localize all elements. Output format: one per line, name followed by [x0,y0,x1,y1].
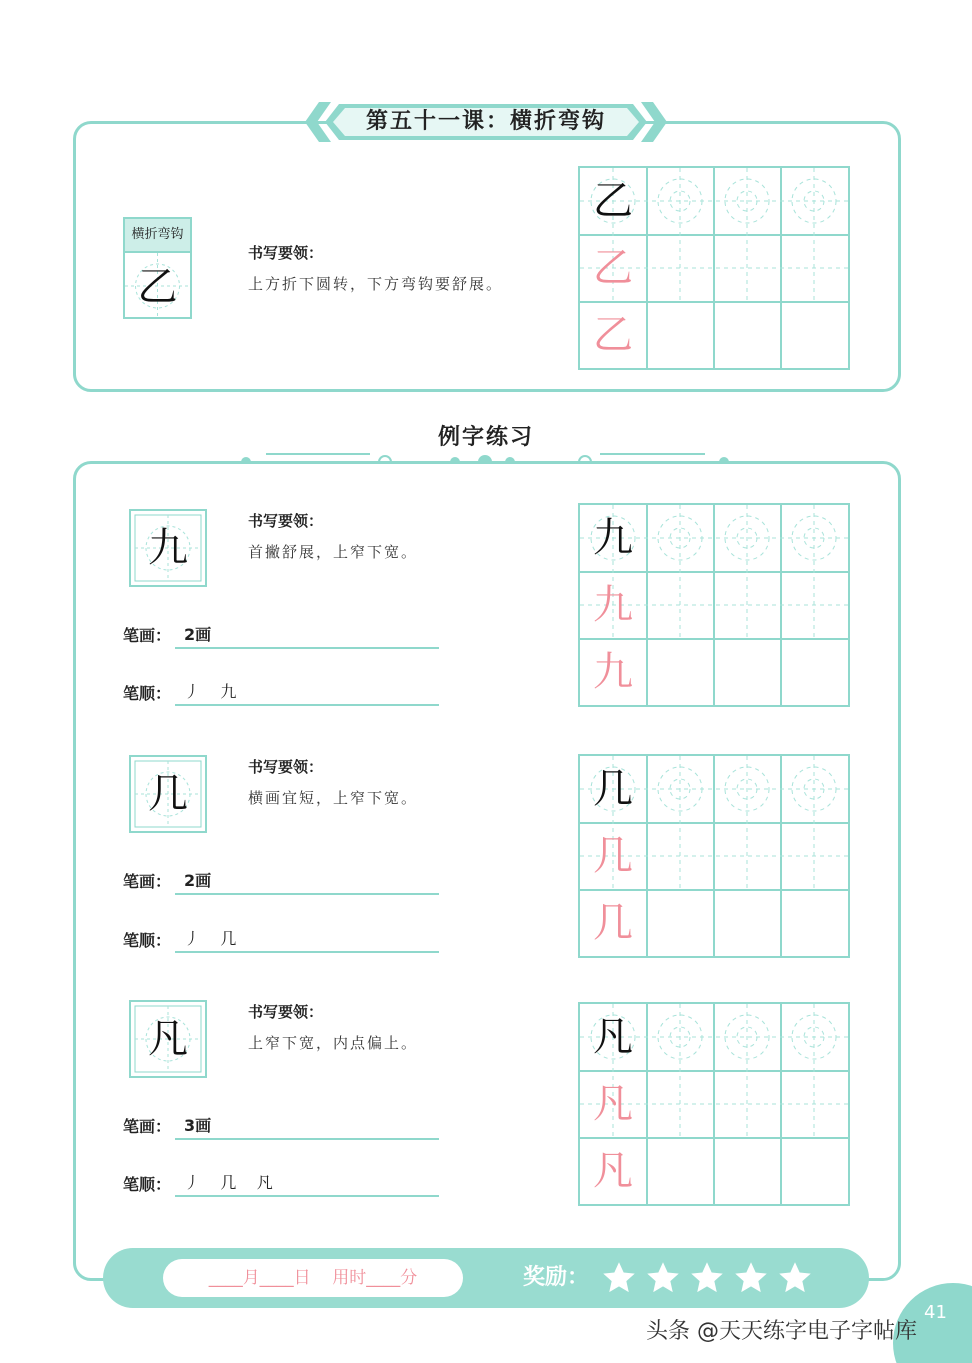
grid-char-trace: 九 [593,649,633,695]
grid-char-trace: 乙 [593,312,633,358]
example-char-box [129,755,207,833]
practice-grid-example [578,503,850,707]
reward-label: 奖励： [523,1265,590,1290]
order-value: 丿 九 [184,682,237,701]
stroke-card [123,217,192,319]
grid-char-trace: 乙 [593,245,633,291]
grid-char-model: 九 [593,515,633,561]
practice-grid-example [578,754,850,958]
tips-title: 书写要领： [248,1003,324,1021]
order-value: 丿 几 [184,929,237,948]
tips-text: 首撇舒展，上窄下宽。 [248,543,419,561]
tips-text: 上方折下圆转，下方弯钩要舒展。 [248,275,504,293]
strokes-value: 3画 [184,1116,212,1135]
watermark: 头条 @天天练字电子字帖库 [646,1319,917,1344]
strokes-underline [175,1138,439,1140]
tips-title: 书写要领： [248,512,324,530]
grid-char-model: 几 [593,766,633,812]
date-time-fields[interactable]: ____月____日 用时____分 [208,1268,418,1288]
example-char-box [129,1000,207,1078]
order-underline [175,704,439,706]
strokes-label: 笔画： [123,626,172,645]
lesson-title-banner [305,102,667,142]
star-icon[interactable] [601,1260,637,1296]
stroke-char: 乙 [137,264,178,310]
grid-char-trace: 几 [593,900,633,946]
order-underline [175,1195,439,1197]
tips-text: 上窄下宽，内点偏上。 [248,1034,419,1052]
strokes-underline [175,893,439,895]
order-value: 丿 几 凡 [184,1173,273,1192]
strokes-value: 2画 [184,625,212,644]
grid-char-trace: 几 [593,833,633,879]
section-title: 例字练习 [437,425,534,450]
tips-title: 书写要领： [248,758,324,776]
star-icon[interactable] [777,1260,813,1296]
star-icon[interactable] [733,1260,769,1296]
stroke-char-box [125,251,190,317]
grid-char-trace: 凡 [593,1148,633,1194]
grid-char-trace: 九 [593,582,633,628]
stroke-name-label: 横折弯钩 [125,219,190,251]
order-underline [175,951,439,953]
tips-title: 书写要领： [248,244,324,262]
example-char-box [129,509,207,587]
strokes-label: 笔画： [123,872,172,891]
tips-text: 横画宜短，上窄下宽。 [248,789,419,807]
strokes-underline [175,647,439,649]
order-label: 笔顺： [123,931,172,950]
order-label: 笔顺： [123,1175,172,1194]
star-icon[interactable] [689,1260,725,1296]
order-label: 笔顺： [123,684,172,703]
grid-char-trace: 凡 [593,1081,633,1127]
grid-char-model: 乙 [593,178,633,224]
page-number: 41 [924,1302,947,1323]
example-char: 凡 [148,1016,188,1062]
star-icon[interactable] [645,1260,681,1296]
lesson-title: 第五十一课：横折弯钩 [365,109,606,134]
practice-grid-example [578,1002,850,1206]
footer-bar [103,1248,869,1308]
strokes-label: 笔画： [123,1117,172,1136]
date-pill [163,1259,463,1297]
practice-grid-lesson [578,166,850,370]
example-char: 几 [148,771,188,817]
example-char: 九 [148,525,188,571]
strokes-value: 2画 [184,871,212,890]
grid-char-model: 凡 [593,1014,633,1060]
